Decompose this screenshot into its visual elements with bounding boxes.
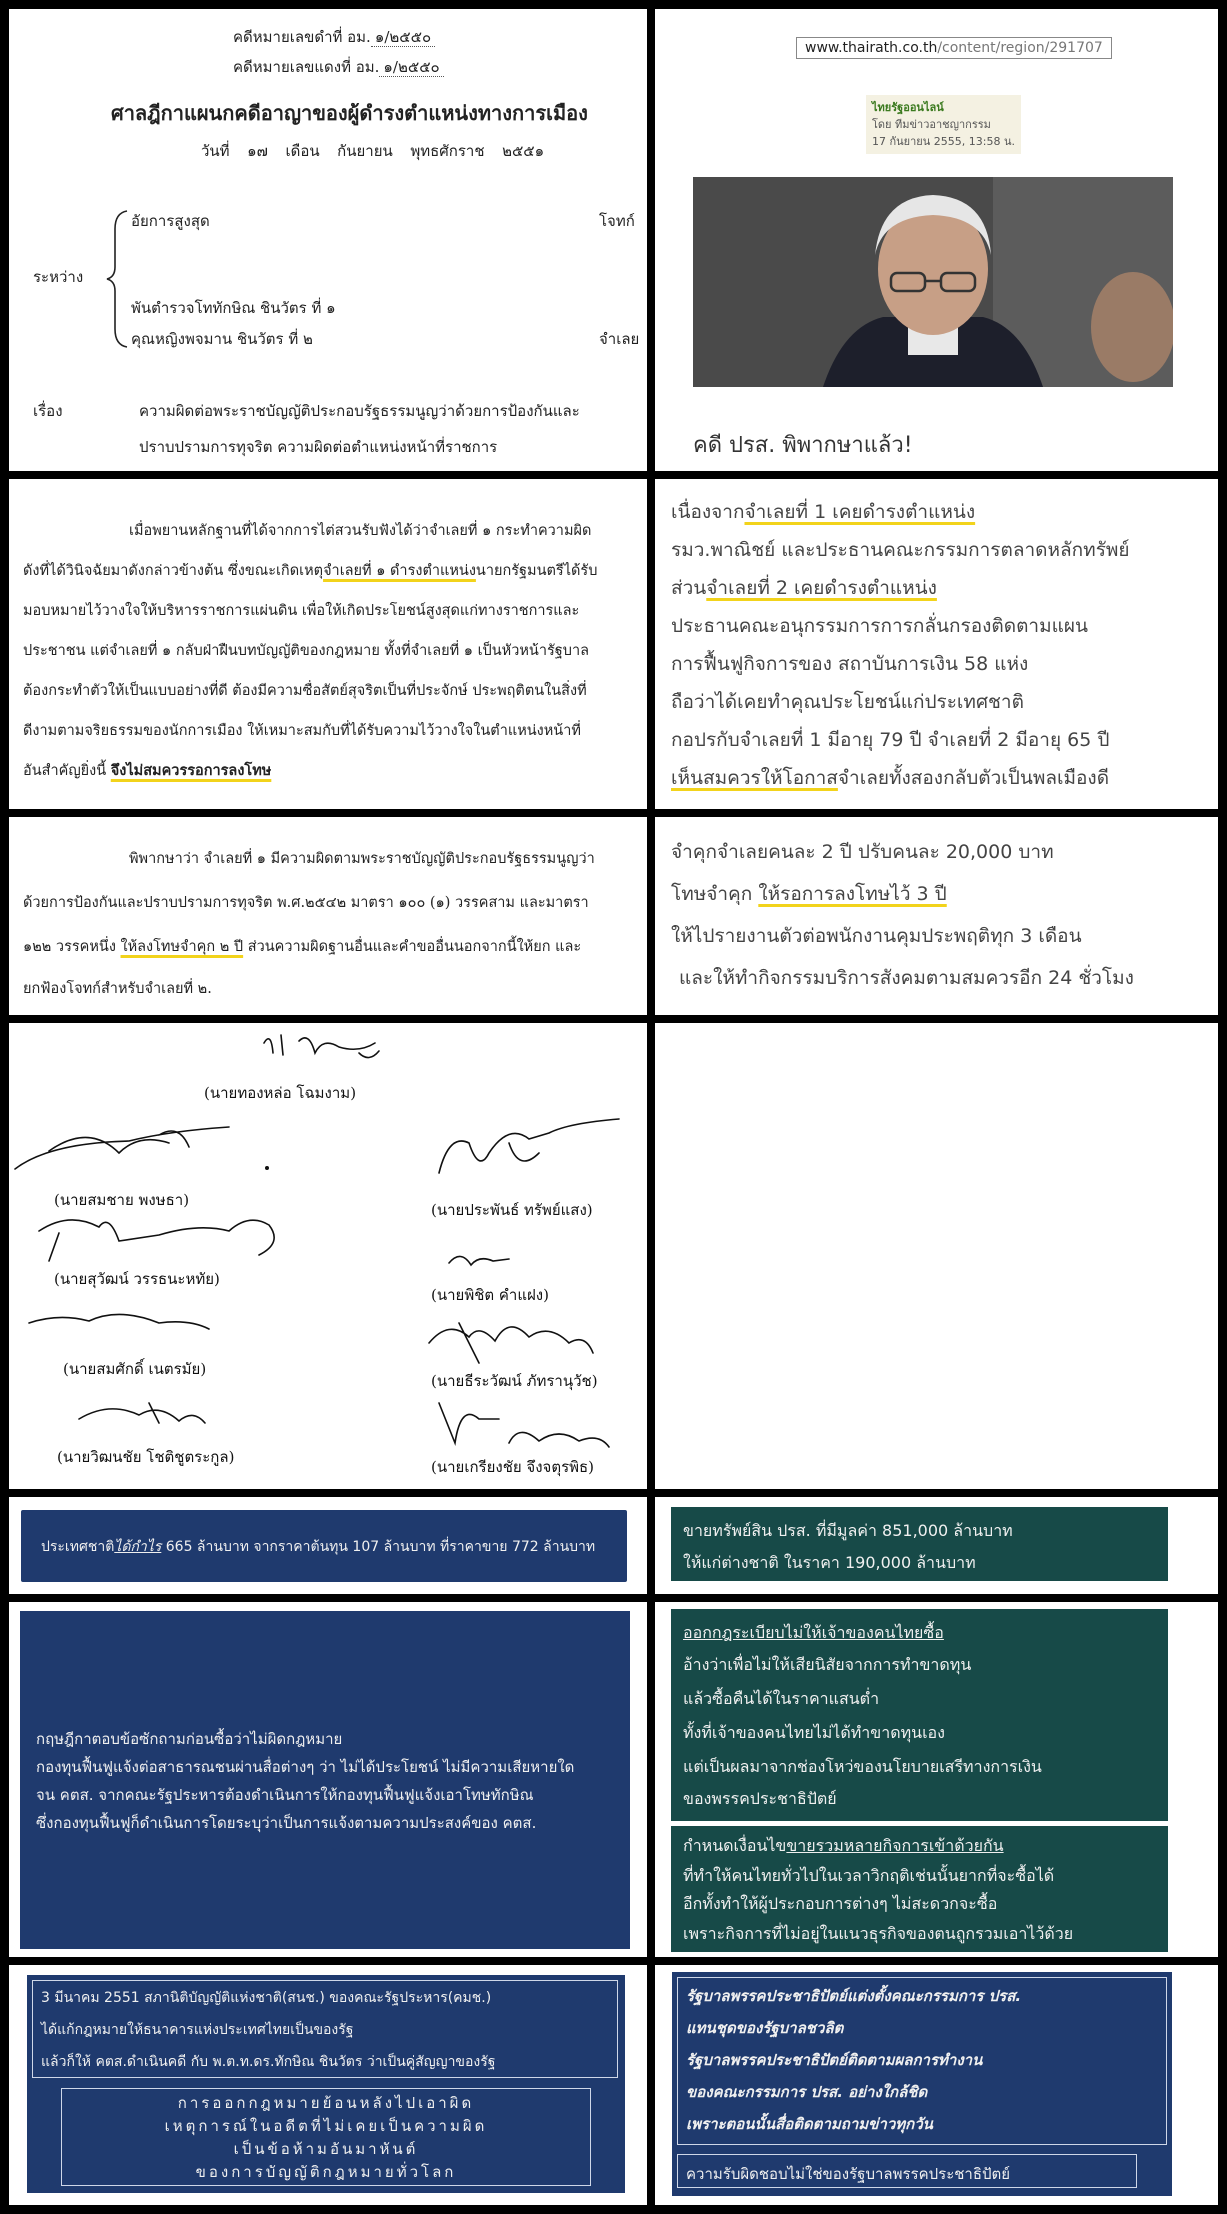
retro-line-4: ของการบัญญัติกฎหมายทั่วโลก [195,2163,457,2181]
empty-panel [655,1023,1218,1489]
retroactive-law-frame [61,2088,591,2186]
profit-text: ประเทศชาติได้กำไร 665 ล้านบาท จากราคาต้นทุน 107 ล้านบาท ที่ราคาขาย 772 ล้านบาท [41,1539,596,1555]
rules1-line-1: ออกกฎระเบียบไม่ให้เจ้าของคนไทยซื้อ [683,1623,944,1642]
info-line-5: การฟื้นฟูกิจการของ สถาบันการเงิน 58 แห่ง [671,653,1029,675]
rules1-line-6: ของพรรคประชาธิปัตย์ [683,1789,837,1808]
retro-line-2: เหตุการณ์ในอดีตที่ไม่เคยเป็นความผิด [164,2117,488,2135]
gov-line-1: รัฐบาลพรรคประชาธิปัตย์แต่งตั้งคณะกรรมการ ปรส. [686,1987,1022,2005]
rules-cell [655,1602,1218,1957]
rules2-line-2: ที่ทำให้คนไทยทั่วไปในเวลาวิกฤติเช่นนั้นยากที่จะซื้อได้ [683,1866,1055,1885]
reason-line-2: ดังที่ได้วินิจฉัยมาดังกล่าวข้างต้น ซึ่งขณะเกิดเหตุจำเลยที่ ๑ ดำรงตำแหน่งนายกรัฐมนตรีได้รับ [23,563,598,579]
court-title: ศาลฎีกาแผนกคดีอาญาของผู้ดำรงตำแหน่งทางการเมือง [111,101,588,125]
gov-footer: ความรับผิดชอบไม่ใช่ของรัฐบาลพรรคประชาธิปัตย์ [686,2165,1011,2183]
council-cell [9,1602,647,1957]
info-line-1: เนื่องจากจำเลยที่ 1 เคยดำรงตำแหน่ง [671,501,976,523]
nla-text-frame [32,1980,618,2078]
profit-cell [9,1497,647,1594]
black-case-line: คดีหมายเลขแดงที่ อม. ๑/๒๕๕๐ [233,55,444,79]
assets-line-2: ให้แก่ต่างชาติ ในราคา 190,000 ล้านบาท [683,1553,976,1572]
rules1-line-5: แต่เป็นผลมาจากช่องโหว่ของนโยบายเสรีทางการเงิน [683,1757,1042,1776]
retro-line-3: เป็นข้อห้ามอันมาหันต์ [233,2140,419,2158]
reason-line-3: มอบหมายไว้วางใจให้บริหารราชการแผ่นดิน เพื่อให้เกิดประโยชน์สูงสุดแก่ทางราชการและ [23,603,580,619]
rules-box-2 [671,1826,1168,1952]
verdict-panel [9,817,647,1015]
retro-line-1: การออกกฎหมายย้อนหลังไปเอาผิด [177,2094,475,2112]
judge-name-1: (นายสมชาย พงษธา) [54,1191,190,1209]
verdict-line-1: พิพากษาว่า จำเลยที่ ๑ มีความผิดตามพระราชบัญญัติประกอบรัฐธรรมนูญว่า [129,851,595,867]
news-byline: โดย ทีมข่าวอาชญากรรม [872,118,991,131]
judge-name-0: (นายทองหล่อ โฉมงาม) [204,1084,357,1102]
profit-box [21,1510,627,1582]
info-line-4: ประธานคณะอนุกรรมการการกลั่นกรองติดตามแผน [671,615,1088,637]
government-cell [655,1965,1218,2205]
verdict-line-2: ด้วยการป้องกันและปราบปรามการทุจริต พ.ศ.๒๕๔๒ มาตรา ๑๐๐ (๑) วรรคสาม และมาตรา [23,895,589,911]
defendant-role: จำเลย [599,330,640,348]
elderly-man-photo [693,177,1173,387]
reason-line-4: ประชาชน แต่จำเลยที่ ๑ กลับฝ่าฝืนบทบัญญัติของกฎหมาย ทั้งที่จำเลยที่ ๑ เป็นหัวหน้ารัฐบาล [23,643,589,659]
council-line-2: กองทุนฟื้นฟูแจ้งต่อสาธารณชนผ่านสื่อต่างๆ ว่า ไม่ได้ประโยชน์ ไม่มีความเสียหายใด [36,1758,575,1776]
info-line-7: กอปรกับจำเลยที่ 1 มีอายุ 79 ปี จำเลยที่ 2 มีอายุ 65 ปี [671,729,1110,751]
news-photo [693,177,1173,387]
defendant-2: คุณหญิงพจมาน ชินวัตร ที่ ๒ [131,330,313,348]
judge-name-4: (นายพิชิต คำแฝง) [431,1286,549,1304]
subject-line-2: ปราบปรามการทุจริต ความผิดต่อตำแหน่งหน้าที่ราชการ [139,438,498,456]
info-line-6: ถือว่าได้เคยทำคุณประโยชน์แก่ประเทศชาติ [671,691,1024,713]
judge-name-5: (นายสมศักดิ์ เนตรมัย) [63,1360,207,1378]
rules2-line-1: กำหนดเงื่อนไขขายรวมหลายกิจการเข้าด้วยกัน [683,1836,1004,1855]
sentence-line-2: โทษจำคุก ให้รอการลงโทษไว้ 3 ปี [671,883,947,905]
nla-line-2: ได้แก้กฎหมายให้ธนาคารแห่งประเทศไทยเป็นของรัฐ [41,2022,354,2038]
reason-line-6: ดีงามตามจริยธรรมของนักการเมือง ให้เหมาะสมกับที่ได้รับความไว้วางใจในตำแหน่งหน้าที่ [23,723,581,739]
sentence-panel [655,817,1218,1015]
government-footer-frame [677,2154,1137,2188]
gov-line-5: เพราะตอนนั้นสื่อติดตามถามข่าวทุกวัน [686,2115,933,2133]
reason-line-5: ต้องกระทำตัวให้เป็นแบบอย่างที่ดี ต้องมีความซื่อสัตย์สุจริตเป็นที่ประจักษ์ ประพฤติตนในสิ่งที่ [23,683,587,699]
sentence-line-4: และให้ทำกิจกรรมบริการสังคมตามสมควรอีก 24 ชั่วโมง [679,967,1134,989]
council-line-1: กฤษฎีกาตอบข้อซักถามก่อนซื้อว่าไม่ผิดกฎหมาย [36,1730,343,1748]
subject-line-1: ความผิดต่อพระราชบัญญัติประกอบรัฐธรรมนูญว่าด้วยการป้องกันและ [139,402,580,420]
defendant-1: พันตำรวจโททักษิณ ชินวัตร ที่ ๑ [131,299,336,317]
reason-line-1: เมื่อพยานหลักฐานที่ได้จากการไต่สวนรับฟังได้ว่าจำเลยที่ ๑ กระทำความผิด [129,523,592,539]
red-case-line: คดีหมายเลขดำที่ อม. ๑/๒๕๕๐ [233,25,435,49]
rules-box-1 [671,1609,1168,1821]
government-text-frame [677,1977,1167,2145]
info-line-3: ส่วนจำเลยที่ 2 เคยดำรงตำแหน่ง [671,577,937,599]
assets-cell [655,1497,1218,1594]
assets-line-1: ขายทรัพย์สิน ปรส. ที่มีมูลค่า 851,000 ล้านบาท [683,1521,1013,1540]
info-line-2: รมว.พาณิชย์ และประธานคณะกรรมการตลาดหลักทรัพย์ [671,539,1130,561]
verdict-line-3: ๑๒๒ วรรคหนึ่ง ให้ลงโทษจำคุก ๒ ปี ส่วนความผิดฐานอื่นและคำขออื่นนอกจากนี้ให้ยก และ [23,939,582,955]
between-label: ระหว่าง [33,268,84,286]
council-line-3: จน คตส. จากคณะรัฐประหารต้องดำเนินการให้กองทุนฟื้นฟูแจ้งเอาโทษทักษิณ [36,1786,534,1804]
plaintiff: อัยการสูงสุด [131,212,210,230]
judge-name-2: (นายประพันธ์ ทรัพย์แสง) [431,1201,593,1219]
judge-name-7: (นายวิฒนชัย โชติชูตระกูล) [57,1448,235,1466]
news-timestamp: 17 กันยายน 2555, 13:58 น. [872,135,1015,148]
news-source: ไทยรัฐออนไลน์ [872,101,944,114]
defendants-info-panel [655,479,1218,809]
rules2-line-3: อีกทั้งทำให้ผู้ประกอบการต่างๆ ไม่สะดวกจะซื้อ [683,1894,998,1913]
nla-line-1: 3 มีนาคม 2551 สภานิติบัญญัติแห่งชาติ(สนช.) ของคณะรัฐประหาร(คมช.) [41,1990,492,2006]
rules1-line-4: ทั้งที่เจ้าของคนไทยไม่ได้ทำขาดทุนเอง [683,1723,945,1742]
plaintiff-role: โจทก์ [599,212,635,230]
sentence-line-1: จำคุกจำเลยคนละ 2 ปี ปรับคนละ 20,000 บาท [671,841,1054,863]
judgment-date: วันที่ ๑๗ เดือน กันยายน พุทธศักราช ๒๕๕๑ [201,142,545,160]
sentence-line-3: ให้ไปรายงานตัวต่อพนักงานคุมประพฤติทุก 3 เดือน [671,925,1082,947]
reason-line-7: อันสำคัญยิ่งนี้ จึงไม่สมควรรอการลงโทษ [23,762,272,779]
nla-box [27,1975,625,2193]
verdict-line-4: ยกฟ้องโจทก์สำหรับจำเลยที่ ๒. [23,981,212,997]
government-box [672,1972,1172,2196]
council-box [20,1611,630,1949]
info-line-8: เห็นสมควรให้โอกาสจำเลยทั้งสองกลับตัวเป็นพลเมืองดี [671,767,1110,789]
nla-cell [9,1965,647,2205]
judge-name-3: (นายสุวัฒน์ วรรธนะหทัย) [54,1270,220,1288]
gov-line-3: รัฐบาลพรรคประชาธิปัตย์ติดตามผลการทำงาน [686,2051,983,2069]
gov-line-4: ของคณะกรรมการ ปรส. อย่างใกล้ชิด [686,2083,928,2101]
subject-label: เรื่อง [33,402,63,420]
news-headline: คดี ปรส. พิพากษาแล้ว! [693,433,913,458]
news-panel [655,9,1218,471]
nla-line-3: แล้วก็ให้ คตส.ดำเนินคดี กับ พ.ต.ท.ดร.ทักษิณ ชินวัตร ว่าเป็นคู่สัญญาของรัฐ [41,2054,496,2070]
judge-name-6: (นายธีระวัฒน์ ภัทรานุวัช) [431,1372,598,1390]
assets-box [671,1507,1168,1581]
council-line-4: ซึ่งกองทุนฟื้นฟูก็ดำเนินการโดยระบุว่าเป็นการแจ้งตามความประสงค์ของ คตส. [36,1814,537,1832]
gov-line-2: แทนชุดของรัฐบาลชวลิต [686,2019,844,2037]
signatures-panel [9,1023,647,1489]
news-url[interactable]: www.thairath.co.th/content/region/291707 [796,37,1112,59]
news-source-box [866,95,1021,154]
judge-name-8: (นายเกรียงชัย จึงจตุรพิธ) [431,1458,595,1476]
rules1-line-2: อ้างว่าเพื่อไม่ให้เสียนิสัยจากการทำขาดทุน [683,1655,972,1674]
rules1-line-3: แล้วซื้อคืนได้ในราคาแสนต่ำ [683,1689,880,1708]
verdict-reason-panel [9,479,647,809]
court-header-panel [9,9,647,471]
rules2-line-4: เพราะกิจการที่ไม่อยู่ในแนวธุรกิจของตนถูกรวมเอาไว้ด้วย [683,1924,1074,1943]
